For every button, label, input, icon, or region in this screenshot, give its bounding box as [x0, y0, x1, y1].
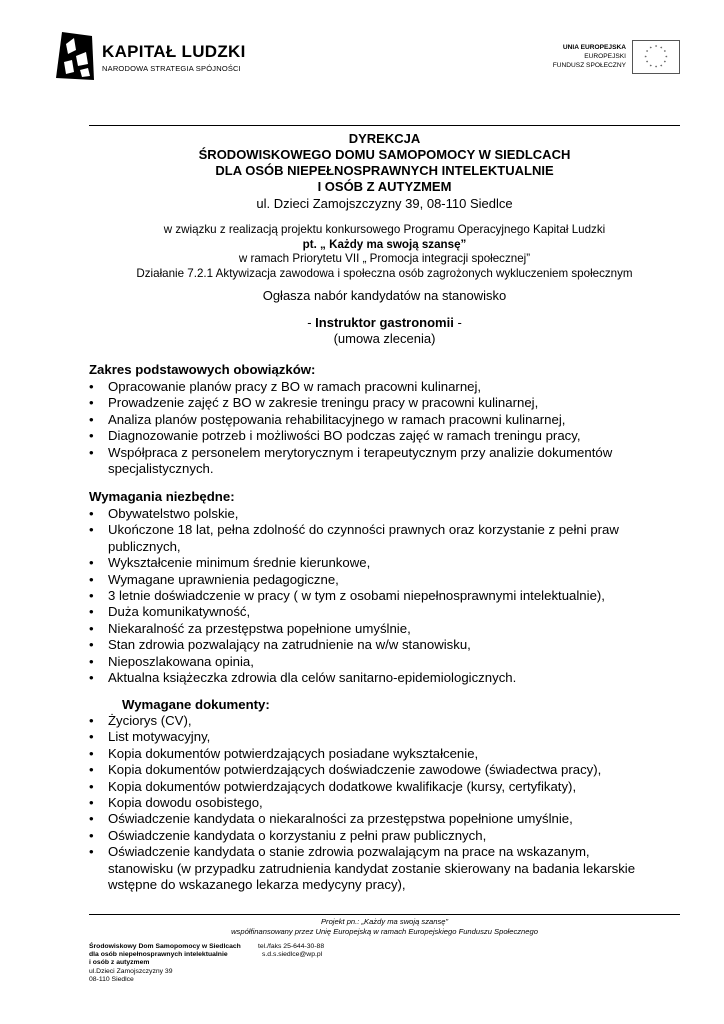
kapital-ludzki-logo [52, 30, 262, 88]
intro-line-3: w ramach Priorytetu VII „ Promocja integracji społecznej” [238, 252, 531, 265]
position-suffix: - [453, 315, 462, 330]
list-item [89, 555, 649, 571]
kapital-ludzki-title: KAPITAŁ LUDZKI [102, 42, 246, 61]
list-item-text: Prowadzenie zajęć z BO w zakresie treningu pracy w pracowni kulinarnej, [108, 395, 539, 411]
intro-line-1: w związku z realizacją projektu konkursowego Programu Operacyjnego Kapitał Ludzki [163, 223, 606, 236]
bullet-icon: • [89, 620, 94, 636]
list-item [89, 572, 649, 588]
footer-phone: tel./faks 25-644-30-88 [258, 943, 325, 950]
intro-line-4: Działanie 7.2.1 Aktywizacja zawodowa i społeczna osób zagrożonych wykluczeniem społecznym [136, 266, 633, 280]
list-item-text: Stan zdrowia pozwalający na zatrudnienie na w/w stanowisku, [108, 637, 471, 653]
list-item-text: List motywacyjny, [108, 729, 211, 745]
bullet-icon: • [89, 604, 94, 620]
list-item [89, 811, 649, 827]
list-item-text: Życiorys (CV), [108, 713, 192, 728]
bullet-icon: • [89, 778, 94, 794]
list-item-text: Analiza planów postępowania rehabilitacyjnego w ramach pracowni kulinarnej, [108, 411, 566, 427]
intro-block [89, 223, 680, 281]
list-item [89, 762, 649, 778]
documents-heading: Wymagane dokumenty: [122, 697, 270, 712]
eu-logo-text [553, 43, 626, 70]
title-line-3: DLA OSÓB NIEPEŁNOSPRAWNYCH INTELEKTUALNIE [215, 163, 554, 178]
svg-text:*: * [660, 64, 663, 70]
title-line-1: DYREKCJA [348, 131, 421, 146]
title-block [89, 131, 680, 195]
list-item-text: Oświadczenie kandydata o korzystaniu z pełni praw publicznych, [108, 827, 487, 843]
bullet-icon: • [89, 762, 94, 778]
list-item-text: Duża komunikatywność, [108, 604, 251, 620]
requirements-list [89, 506, 649, 686]
list-item-text: Ukończone 18 lat, pełna zdolność do czynności prawnych oraz korzystanie z pełni praw publicznych, [108, 522, 619, 554]
list-item [89, 795, 649, 811]
bullet-icon: • [89, 653, 94, 669]
list-item [89, 412, 649, 428]
svg-text:*: * [663, 61, 667, 67]
bullet-icon: • [89, 827, 94, 843]
eu-logo-line3: FUNDUSZ SPOŁECZNY [552, 62, 626, 69]
list-item [89, 506, 649, 522]
bullet-icon: • [89, 713, 94, 728]
svg-text:*: * [649, 46, 652, 52]
list-item-text: Wykształcenie minimum średnie kierunkowe, [108, 555, 371, 571]
requirements-heading: Wymagania niezbędne: [89, 489, 235, 504]
list-item-text: 3 letnie doświadczenie w pracy ( w tym z osobami niepełnosprawnymi intelektualnie), [108, 588, 605, 604]
list-item [89, 522, 649, 555]
footer-organization [89, 943, 241, 984]
bullet-icon: • [89, 411, 94, 427]
footer-contact [258, 943, 324, 959]
list-item [89, 746, 649, 762]
list-item-text: Oświadczenie kandydata o niekaralności za przestępstwa popełnione umyślnie, [108, 811, 573, 827]
list-item-text: Kopia dowodu osobistego, [108, 795, 263, 811]
bullet-icon: • [89, 637, 94, 653]
documents-list [89, 713, 649, 893]
contract-type: (umowa zlecenia) [333, 331, 436, 346]
duties-list [89, 379, 649, 477]
svg-text:*: * [645, 61, 649, 67]
list-item-text: Niekaralność za przestępstwa popełnione umyślnie, [108, 620, 411, 636]
list-item-text: Kopia dokumentów potwierdzających posiadane wykształcenie, [108, 745, 479, 761]
bullet-icon: • [89, 588, 94, 604]
footer-org-line-2: dla osób niepełnosprawnych intelektualnie [89, 951, 228, 959]
bullet-icon: • [89, 395, 94, 411]
footer-project [89, 917, 680, 936]
bullet-icon: • [89, 428, 94, 444]
bullet-icon: • [89, 795, 94, 811]
list-item-text: Aktualna książeczka zdrowia dla celów sanitarno-epidemiologicznych. [108, 670, 517, 686]
list-item-text: Opracowanie planów pracy z BO w ramach pracowni kulinarnej, [108, 379, 482, 394]
bullet-icon: • [89, 522, 94, 538]
bullet-icon: • [89, 379, 94, 394]
list-item [89, 828, 649, 844]
svg-text:*: * [649, 64, 652, 70]
list-item-text: Nieposzlakowana opinia, [108, 653, 254, 669]
footer-org-line-4: ul.Dzieci Zamojszczyzny 39 [89, 967, 173, 975]
svg-text:*: * [654, 66, 658, 72]
svg-text:*: * [644, 55, 647, 61]
list-item [89, 844, 649, 893]
bullet-icon: • [89, 670, 94, 686]
list-item-text: Kopia dokumentów potwierdzających doświadczenie zawodowe (świadectwa pracy), [108, 762, 602, 778]
list-item-text: Kopia dokumentów potwierdzających dodatkowe kwalifikacje (kursy, certyfikaty), [108, 778, 577, 794]
svg-text:*: * [654, 45, 658, 51]
footer-org-line-1: Środowiskowy Dom Samopomocy w Siedlcach [89, 943, 241, 950]
eu-flag-icon [632, 40, 680, 74]
footer-org-line-5: 08-110 Siedlce [89, 975, 134, 983]
list-item [89, 428, 649, 444]
list-item [89, 604, 649, 620]
bullet-icon: • [89, 506, 94, 521]
kapital-ludzki-subtitle: NARODOWA STRATEGIA SPÓJNOŚCI [102, 64, 241, 73]
footer-project-name: Projekt pn.: „Każdy ma swoją szansę” [320, 917, 449, 926]
list-item [89, 395, 649, 411]
header-divider [89, 125, 680, 126]
list-item [89, 621, 649, 637]
title-line-4: I OSÓB Z AUTYZMEM [317, 179, 452, 194]
list-item-text: Oświadczenie kandydata o stanie zdrowia pozwalającym na prace na wskazanym, stanowisku (w przypadku zatrudnienia kandydat zostanie skierowany na badania lekarskie wstępne do wskazanego lekarza medycyny pracy), [108, 844, 636, 893]
list-item [89, 779, 649, 795]
list-item [89, 379, 649, 395]
announcement: Ogłasza nabór kandydatów na stanowisko [262, 288, 507, 303]
eu-logo-line1: UNIA EUROPEJSKA [562, 44, 626, 51]
bullet-icon: • [89, 555, 94, 571]
list-item [89, 637, 649, 653]
position-name: Instruktor gastronomii [315, 315, 454, 330]
position-title [89, 315, 680, 331]
list-item-text: Diagnozowanie potrzeb i możliwości BO podczas zajęć w ramach treningu pracy, [108, 428, 581, 444]
project-name: pt. „ Każdy ma swoją szansę” [302, 237, 467, 251]
eu-logo-line2: EUROPEJSKI [584, 53, 626, 60]
svg-text:*: * [665, 55, 668, 61]
list-item [89, 670, 649, 686]
list-item [89, 445, 649, 478]
bullet-icon: • [89, 444, 94, 460]
footer-email: s.d.s.siedlce@wp.pl [262, 951, 323, 959]
bullet-icon: • [89, 811, 94, 827]
list-item [89, 713, 649, 729]
list-item [89, 729, 649, 745]
eu-logo [548, 40, 680, 76]
bullet-icon: • [89, 745, 94, 761]
title-line-2: ŚRODOWISKOWEGO DOMU SAMOPOMOCY W SIEDLCACH [198, 147, 571, 162]
bullet-icon: • [89, 844, 94, 860]
position-prefix: - [307, 315, 316, 330]
kapital-ludzki-emblem-icon [52, 30, 96, 82]
duties-heading: Zakres podstawowych obowiązków: [89, 362, 316, 377]
list-item [89, 654, 649, 670]
list-item-text: Współpraca z personelem merytorycznym i terapeutycznym przy analizie dokumentów specjalistycznych. [108, 444, 613, 477]
list-item-text: Obywatelstwo polskie, [108, 506, 239, 521]
bullet-icon: • [89, 729, 94, 745]
footer-cofinanced: współfinansowany przez Unię Europejską w ramach Europejskiego Funduszu Społecznego [231, 926, 538, 936]
svg-text:*: * [645, 50, 649, 56]
footer-org-line-3: i osób z autyzmem [89, 959, 150, 967]
svg-text:*: * [663, 50, 667, 56]
institution-address: ul. Dzieci Zamojszczyzny 39, 08-110 Siedlce [256, 196, 513, 211]
list-item [89, 588, 649, 604]
footer-divider [89, 914, 680, 915]
bullet-icon: • [89, 571, 94, 587]
list-item-text: Wymagane uprawnienia pedagogiczne, [108, 571, 339, 587]
svg-text:*: * [660, 46, 663, 52]
